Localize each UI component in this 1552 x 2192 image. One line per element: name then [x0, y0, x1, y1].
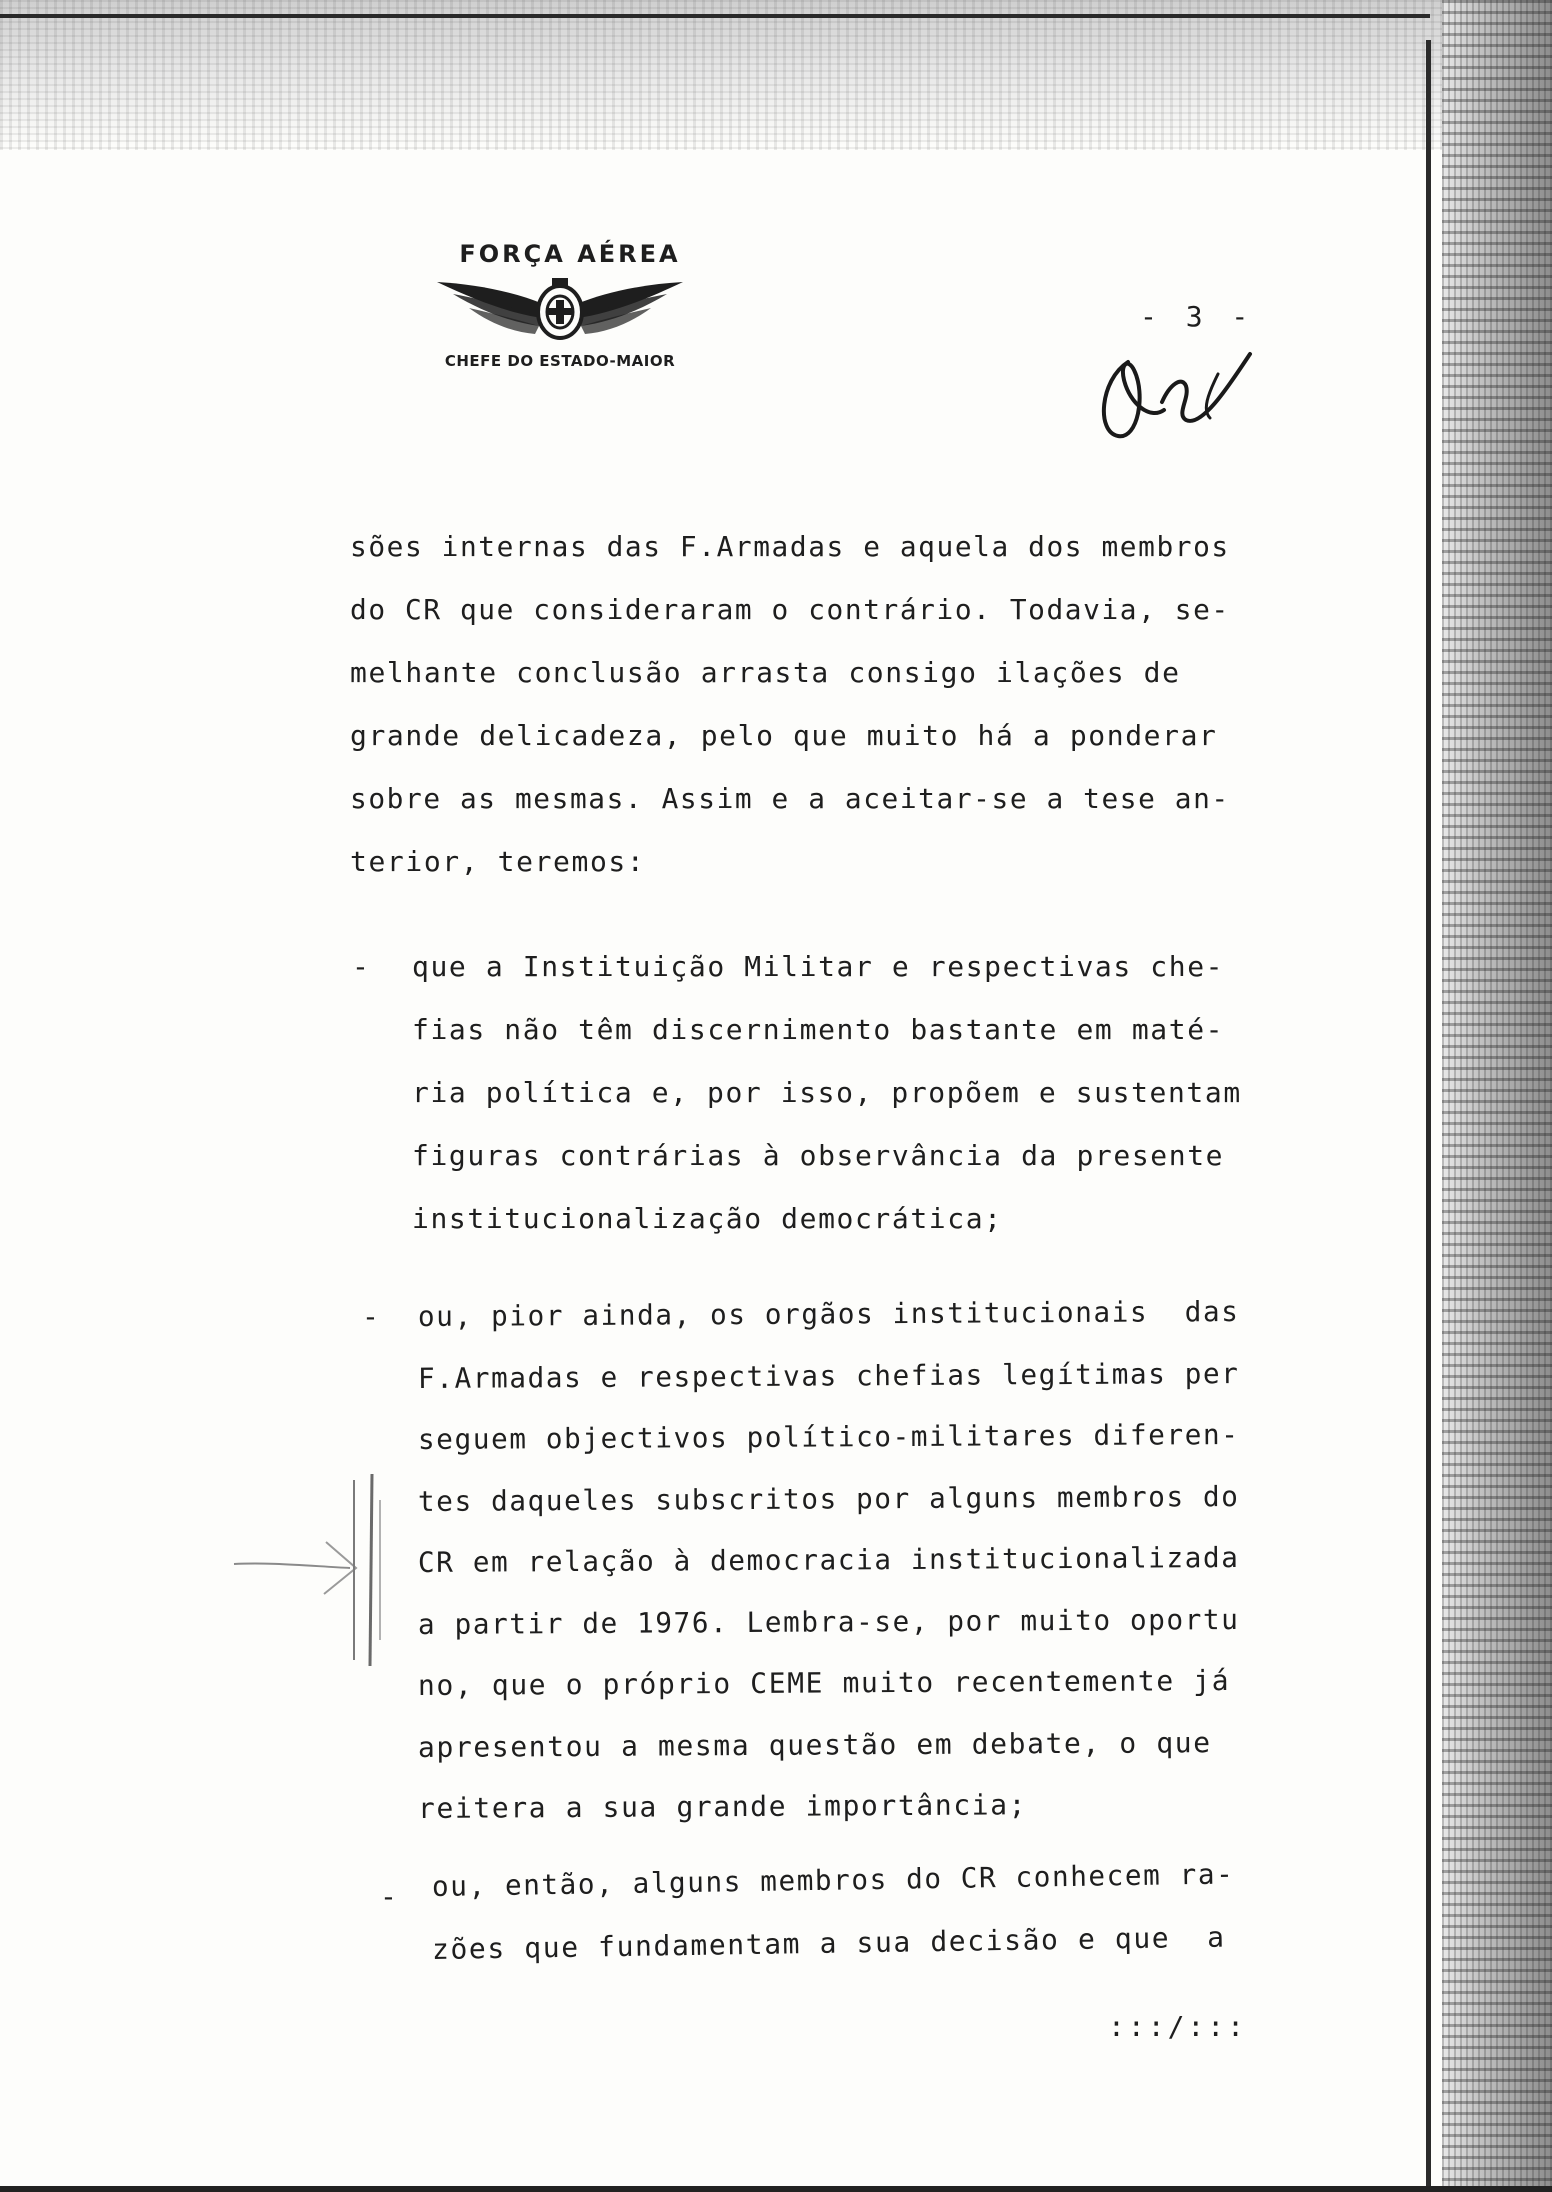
intro-line: sobre as mesmas. Assim e a aceitar-se a tese an- [350, 782, 1230, 815]
intro-line: do CR que consideraram o contrário. Todavia, se- [350, 593, 1230, 626]
list-item-line: institucionalização democrática; [412, 1202, 1003, 1235]
list-item-dash: - [362, 1300, 379, 1333]
continuation-mark: :::/::: [1108, 2010, 1248, 2043]
list-item-line: apresentou a mesma questão em debate, o que [417, 1725, 1212, 1764]
intro-line: melhante conclusão arrasta consigo ilações de [350, 656, 1181, 689]
list-item-line: tes daqueles subscritos por alguns membros do [417, 1479, 1240, 1518]
list-item-line: ria política e, por isso, propõem e sustentam [412, 1076, 1242, 1109]
list-item-dash: - [352, 950, 369, 983]
letterhead-office: CHEFE DO ESTADO-MAIOR [444, 352, 676, 370]
list-item-line: F.Armadas e respectivas chefias legítimas per [417, 1356, 1240, 1395]
letterhead-branch: FORÇA AÉREA [459, 240, 681, 268]
intro-line: terior, teremos: [350, 845, 646, 878]
margin-arrow-mark-icon [230, 1470, 400, 1670]
list-item-line: fias não têm discernimento bastante em maté- [412, 1013, 1225, 1046]
list-item-line: reitera a sua grande importância; [417, 1788, 1028, 1825]
list-item-line: CR em relação à democracia institucionalizada [417, 1540, 1240, 1579]
list-item-line: zões que fundamentam a sua decisão e que a [431, 1920, 1226, 1966]
list-item-line: figuras contrárias à observância da presente [412, 1139, 1225, 1172]
intro-line: grande delicadeza, pelo que muito há a ponderar [350, 719, 1218, 752]
list-item-line: ou, pior ainda, os orgãos institucionais das [417, 1294, 1240, 1333]
list-item-line: a partir de 1976. Lembra-se, por muito oportu [417, 1602, 1240, 1641]
intro-line: sões internas das F.Armadas e aquela dos membros [350, 530, 1230, 563]
list-item-dash: - [380, 1880, 397, 1913]
list-item-line: que a Instituição Militar e respectivas che- [412, 950, 1225, 983]
page-number: - 3 - [1140, 300, 1255, 333]
list-item-line: ou, então, alguns membros do CR conhecem ra- [431, 1857, 1235, 1903]
list-item-line: seguem objectivos político-militares diferen- [417, 1417, 1240, 1456]
list-item-line: no, que o próprio CEME muito recentemente já [417, 1664, 1231, 1702]
